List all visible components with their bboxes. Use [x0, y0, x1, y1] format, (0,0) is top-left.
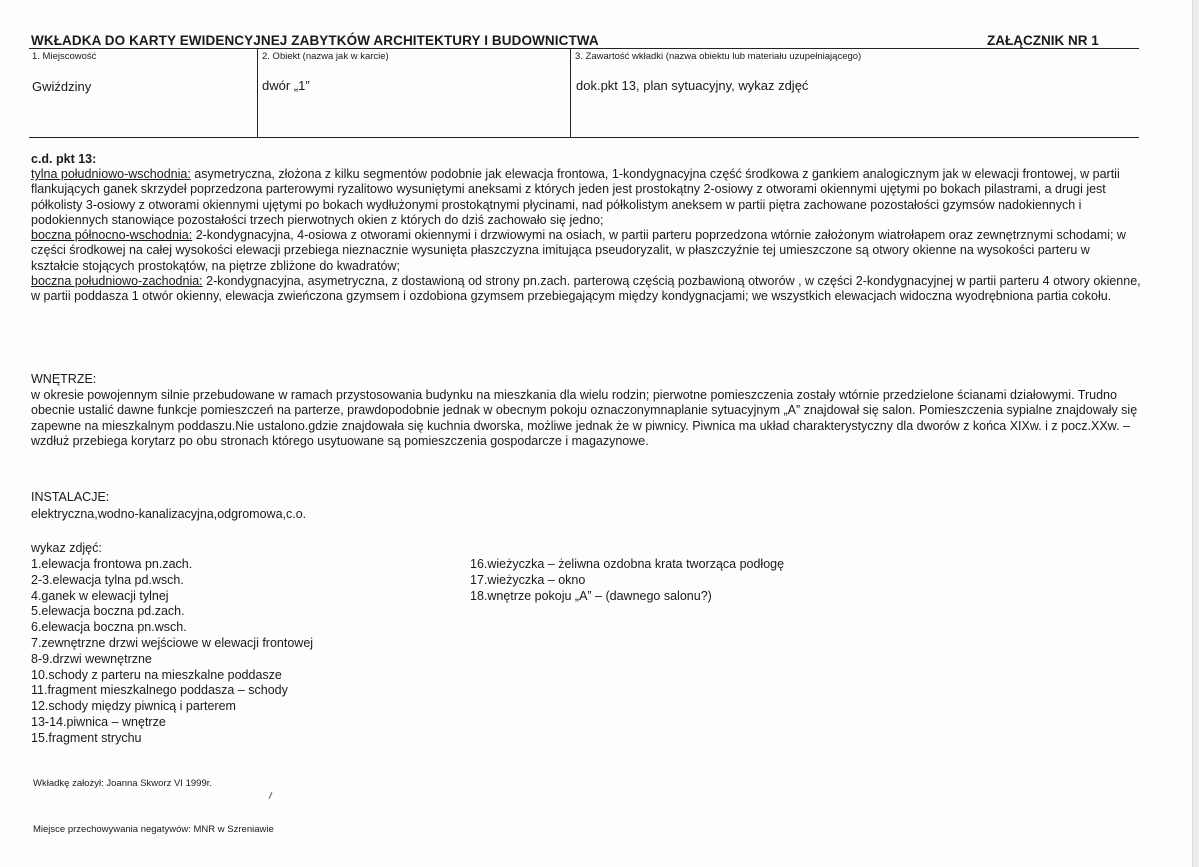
header-fields-table	[29, 48, 1139, 138]
photo-list-item: 12.schody między piwnicą i parterem	[31, 699, 236, 714]
photo-list-item: 15.fragment strychu	[31, 730, 142, 745]
interior-title: WNĘTRZE:	[31, 372, 97, 386]
photo-list-item: 7.zewnętrzne drzwi wejściowe w elewacji frontowej	[31, 635, 314, 650]
object-label: 2. Obiekt (nazwa jak w karcie)	[262, 51, 389, 62]
photo-list-item: 17.wieżyczka – okno	[470, 572, 586, 587]
rear-facade-text: asymetryczna, złożona z kilku segmentów podobnie jak elewacja frontowa, 1-kondygnacyjna część środkowa z gankiem analogicznym jak w elewacji frontowej, w partii flankujących ganek skrzydeł poprzedzona parterowymi ryzalitowo wysuniętymi aneksami z których jeden jest prostokątny 2-osiowy z otworami okiennymi ujętymi po bokach pilastrami, a drugi jest półkolisty 3-osiowy z otworami okiennymi ujętymi po bokach wydłużonymi prostokątnymi płycinami, nad półkolistym aneksem w partii piętra zachowane pozostałości gzymsów nadokiennych i podokiennych stanowiące pozostałości trzech pierwotnych okien z których do dziś zachowało się jedno;	[31, 167, 1120, 227]
ne-facade-label: boczna północno-wschodnia:	[31, 228, 193, 243]
locality-label: 1. Miejscowość	[32, 51, 97, 62]
document-title: WKŁADKA DO KARTY EWIDENCYJNEJ ZABYTKÓW ARCHITEKTURY I BUDOWNICTWA	[31, 33, 599, 48]
photo-list-item: 5.elewacja boczna pd.zach.	[31, 604, 185, 619]
rear-facade-label: tylna południowo-wschodnia:	[31, 167, 191, 181]
content-value: dok.pkt 13, plan sytuacyjny, wykaz zdjęć	[576, 78, 809, 93]
locality-cell	[29, 49, 257, 137]
content-cell	[570, 49, 1140, 137]
pen-mark	[269, 792, 273, 799]
continuation-heading: c.d. pkt 13:	[31, 152, 97, 166]
scan-edge	[1192, 0, 1199, 867]
interior-text: w okresie powojennym silnie przebudowane w ramach przystosowania budynku na mieszkania dla wielu rodzin; pierwotne pomieszczenia zostały wtórnie przedzielone ścianami działowymi. Trudno obecnie ustalić dawne funkcje pomieszczeń na parterze, prawdopodobnie jednak w obecnym pokoju oznaczonymnaplanie sytuacyjnym „A” znajdował się salon. Pomieszczenia sypialne znajdowały się zapewne na mieszkalnym poddaszu.Nie ustalono.gdzie znajdowała się kuchnia dworska, możliwe jednak że w piwnicy. Piwnica ma układ charakterystyczny dla dworów z końca XIXw. i z pocz.XXw. – wzdłuż przebiega korytarz po obu stronach którego usytuowane są pomieszczenia gospodarcze i magazynowe.	[31, 388, 1138, 448]
ne-facade-text: 2-kondygnacyjna, 4-osiowa z otworami okiennymi i drzwiowymi na osiach, w partii parteru poprzedzona wtórnie założonym wiatrołapem oraz zewnętrznymi schodami; w części środkowej na całej wysokości elewacji przebiega nieznacznie wysunięta płaszczyzna imitująca pseudoryzalit, w płaszczyźnie tej umieszczone są otwory okienne na wysokości parteru w kształcie stojących prostokątów, na piętrze zbliżone do kwadratów;	[31, 228, 1126, 273]
photo-list-item: 10.schody z parteru na mieszkalne poddasze	[31, 667, 282, 682]
photo-list-item: 8-9.drzwi wewnętrzne	[31, 651, 152, 666]
installations-title: INSTALACJE:	[31, 490, 110, 504]
photo-list-right	[470, 557, 784, 604]
photo-list-item: 11.fragment mieszkalnego poddasza – schody	[31, 683, 288, 698]
photo-list-item: 6.elewacja boczna pn.wsch.	[31, 620, 187, 635]
negatives-location: Miejsce przechowywania negatywów: MNR w Szreniawie	[33, 824, 274, 835]
sw-facade-text: 2-kondygnacyjna, asymetryczna, z dostawioną od strony pn.zach. parterową częścią pozbawioną otworów , w części 2-kondygnacyjnej w partii parteru 4 otwory okienne, w partii poddasza 1 otwór okienny, elewacja zwieńczona gzymsem i ozdobiona gzymsem przebiegającym między kondygnacjami; we wszystkich elewacjach widoczna wyodrębniona partia cokołu.	[31, 274, 1141, 304]
content-label: 3. Zawartość wkładki (nazwa obiektu lub materiału uzupełniającego)	[575, 51, 862, 62]
photo-list-item: 13-14.piwnica – wnętrze	[31, 714, 166, 729]
annex-label: ZAŁĄCZNIK NR 1	[987, 33, 1099, 48]
photos-title: wykaz zdjęć:	[31, 541, 102, 555]
locality-value: Gwiździny	[32, 79, 92, 94]
photo-list-item: 16.wieżyczka – żeliwna ozdobna krata tworząca podłogę	[470, 557, 785, 571]
photo-list-item: 2-3.elewacja tylna pd.wsch.	[31, 572, 184, 587]
author-note: Wkładkę założył: Joanna Skworz VI 1999r.	[33, 778, 213, 789]
photo-list-item: 1.elewacja frontowa pn.zach.	[31, 557, 193, 571]
photo-list-item: 18.wnętrze pokoju „A” – (dawnego salonu?)	[470, 588, 712, 603]
sw-facade-label: boczna południowo-zachodnia:	[31, 274, 203, 289]
object-value: dwór „1”	[262, 78, 310, 93]
object-cell	[257, 49, 571, 137]
installations-text: elektryczna,wodno-kanalizacyjna,odgromowa,c.o.	[31, 507, 307, 521]
photo-list-item: 4.ganek w elewacji tylnej	[31, 588, 169, 603]
photo-list-left	[31, 557, 313, 747]
facade-description	[31, 167, 1141, 305]
